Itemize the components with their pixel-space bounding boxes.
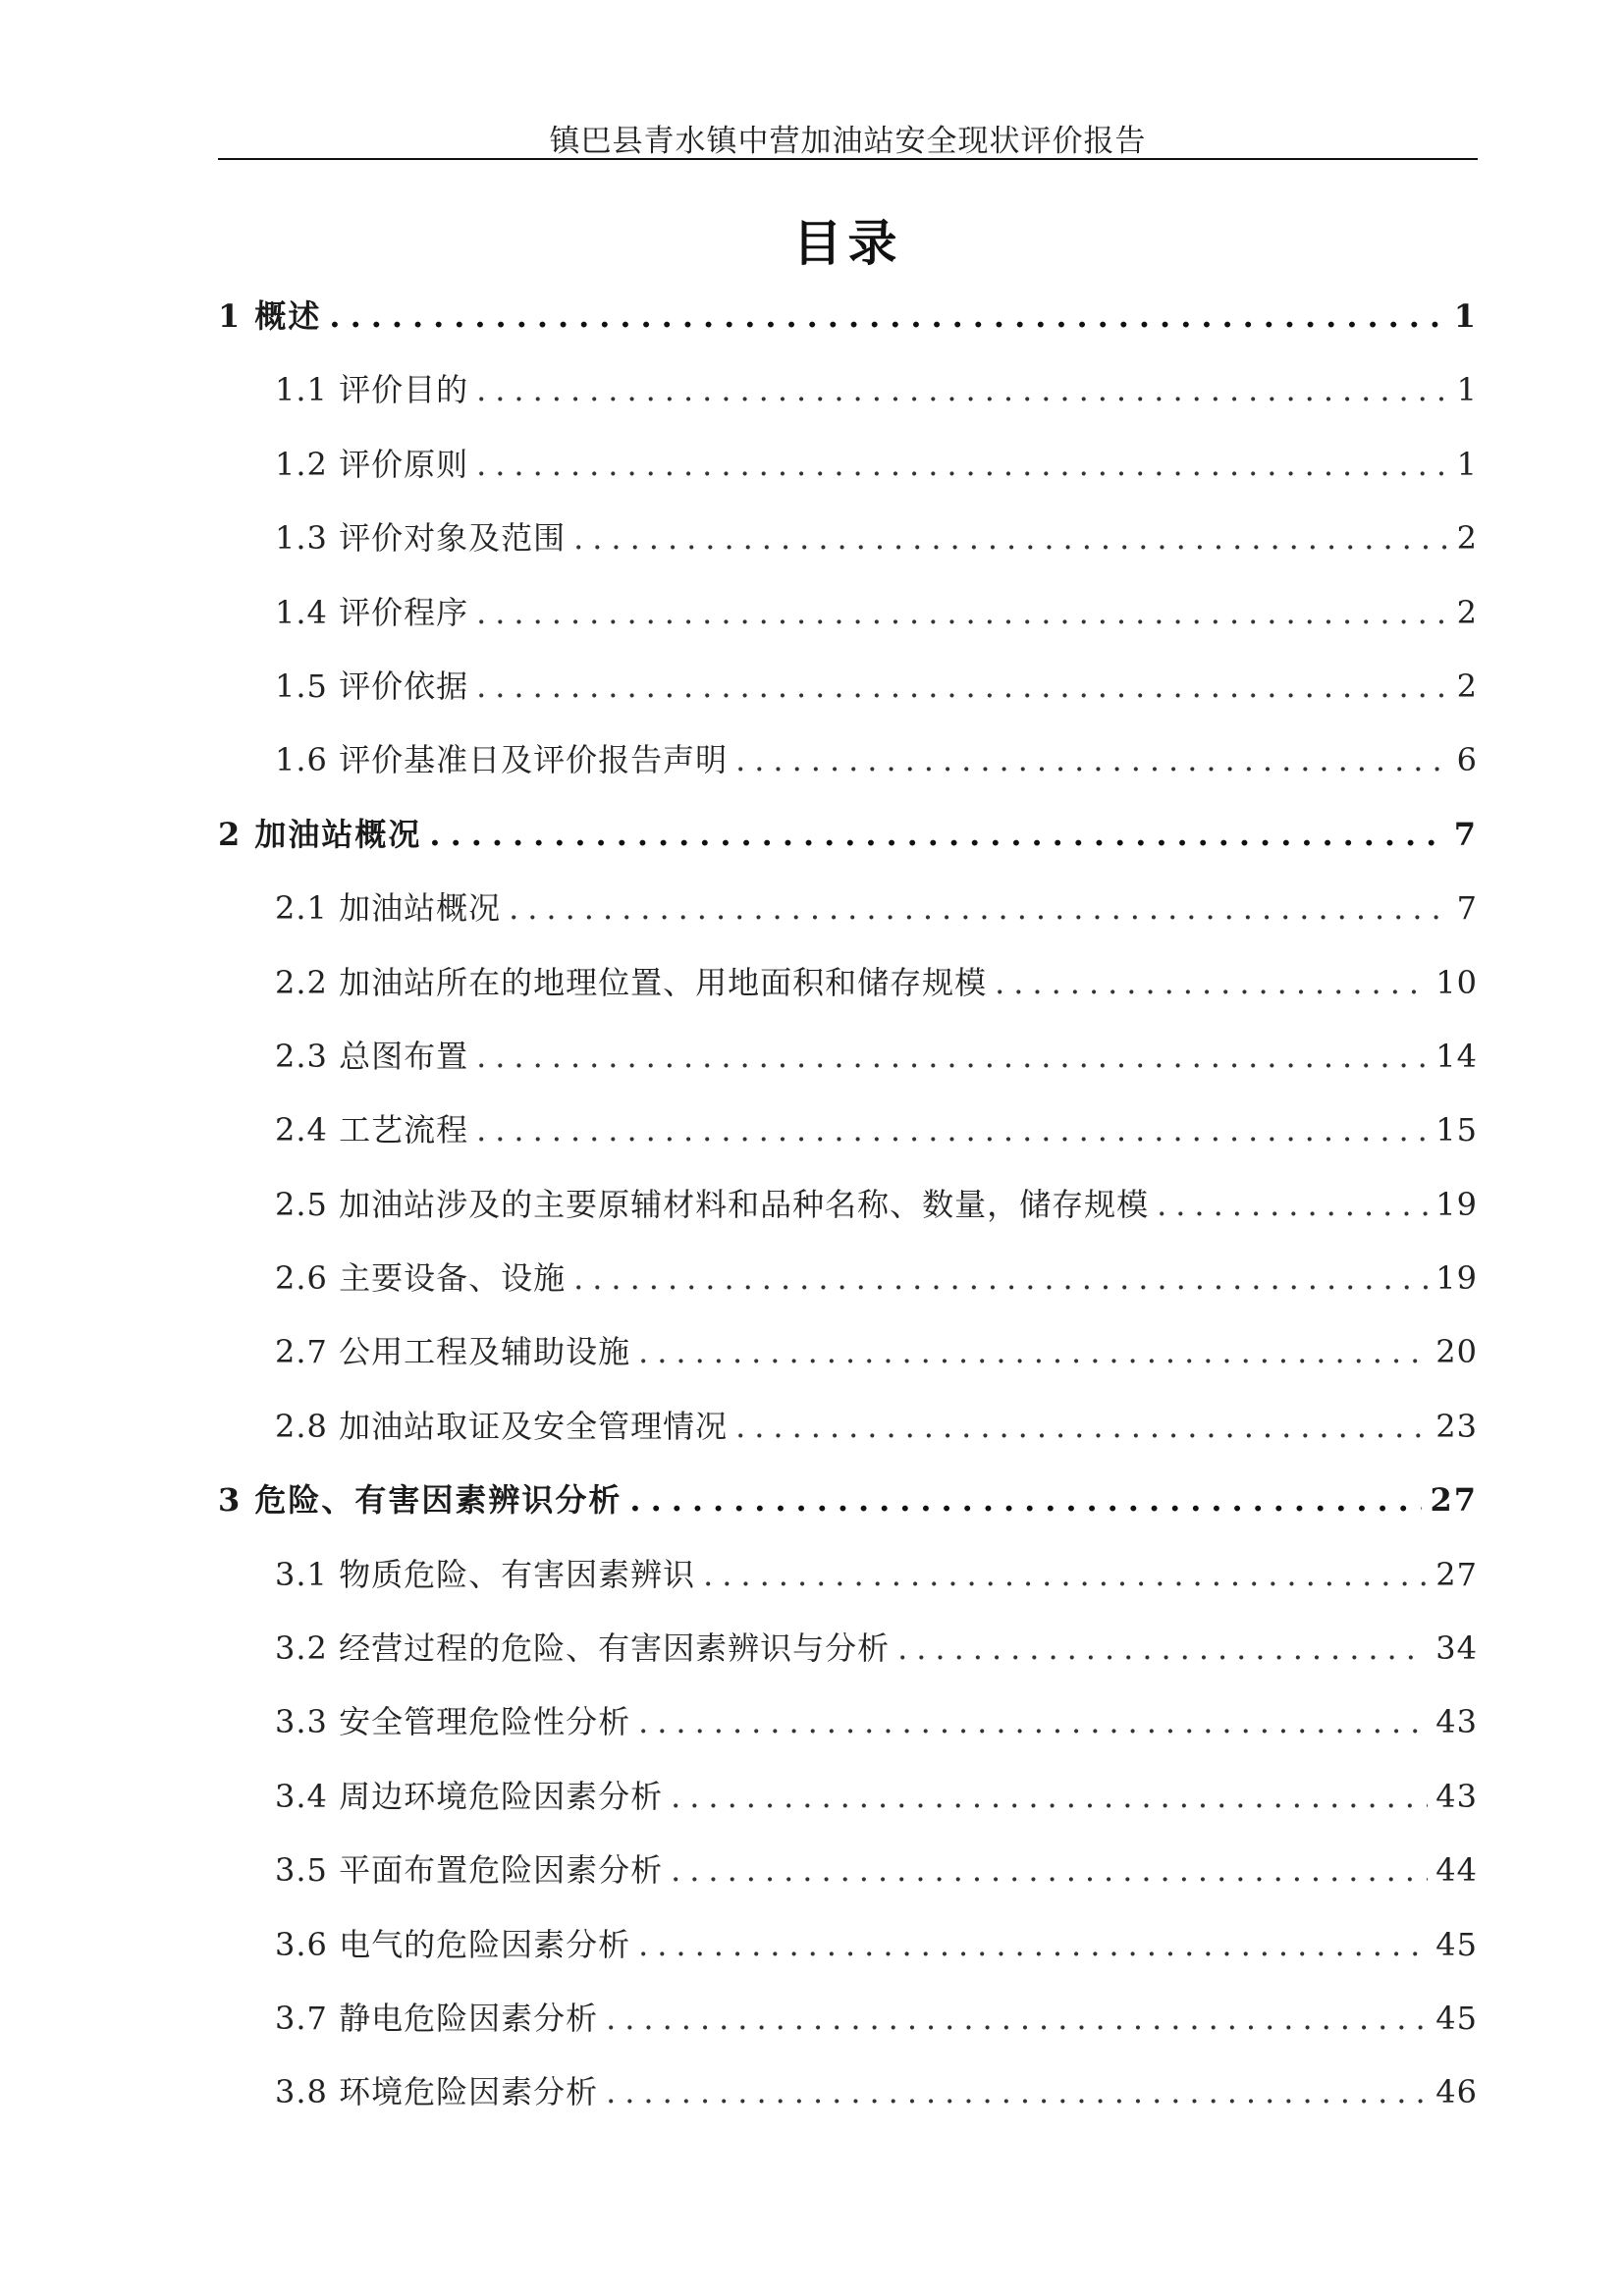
toc-entry-page: 7 xyxy=(1456,889,1478,928)
toc-entry[interactable] xyxy=(218,1545,1478,1619)
toc-entry-label: 3 危险、有害因素辨识分析 xyxy=(218,1481,623,1520)
toc-entry-page: 2 xyxy=(1456,667,1478,705)
toc-entry-page: 14 xyxy=(1435,1037,1478,1075)
toc-entry-label: 1.5 评价依据 xyxy=(275,667,469,705)
toc-entry[interactable] xyxy=(218,1100,1478,1174)
toc-dot-leader xyxy=(476,583,1448,642)
toc-dot-leader xyxy=(509,879,1448,937)
toc-entry-label: 2.3 总图布置 xyxy=(275,1037,469,1075)
toc-dot-leader xyxy=(606,2062,1428,2121)
toc-entry-label: 2.2 加油站所在的地理位置、用地面积和储存规模 xyxy=(275,963,988,1001)
toc-entry-page: 1 xyxy=(1456,445,1478,483)
toc-entry[interactable] xyxy=(218,1470,1478,1544)
toc-entry-page: 23 xyxy=(1435,1407,1478,1445)
toc-entry-page: 15 xyxy=(1435,1111,1478,1149)
toc-entry[interactable] xyxy=(218,953,1478,1027)
toc-entry-label: 2.6 主要设备、设施 xyxy=(275,1259,567,1298)
toc-dot-leader xyxy=(476,360,1448,419)
toc-entry[interactable] xyxy=(218,1397,1478,1470)
toc-dot-leader xyxy=(476,435,1448,494)
toc-entry[interactable] xyxy=(218,435,1478,508)
toc-entry-page: 27 xyxy=(1435,1555,1478,1593)
toc-entry[interactable] xyxy=(218,287,1478,360)
toc-entry-page: 1 xyxy=(1456,371,1478,409)
toc-entry-page: 10 xyxy=(1435,963,1478,1001)
toc-dot-leader xyxy=(638,1915,1428,1974)
toc-entry-page: 6 xyxy=(1456,741,1478,779)
toc-entry-label: 3.8 环境危险因素分析 xyxy=(275,2073,599,2111)
toc-entry-label: 1.2 评价原则 xyxy=(275,445,469,483)
toc-dot-leader xyxy=(638,1692,1428,1751)
toc-dot-leader xyxy=(429,805,1445,864)
toc-entry-page: 27 xyxy=(1430,1481,1478,1520)
toc-dot-leader xyxy=(671,1767,1428,1826)
toc-entry[interactable] xyxy=(218,360,1478,434)
toc-entry[interactable] xyxy=(218,1175,1478,1249)
toc-entry[interactable] xyxy=(218,1619,1478,1692)
toc-entry-page: 34 xyxy=(1435,1629,1478,1668)
toc-entry-page: 7 xyxy=(1453,815,1478,853)
toc-entry[interactable] xyxy=(218,1027,1478,1100)
toc-entry-label: 1.3 评价对象及范围 xyxy=(275,519,567,558)
toc-entry[interactable] xyxy=(218,1692,1478,1766)
toc-dot-leader xyxy=(897,1619,1428,1678)
toc-entry-label: 2.8 加油站取证及安全管理情况 xyxy=(275,1407,729,1445)
toc-entry-label: 2.7 公用工程及辅助设施 xyxy=(275,1333,631,1371)
page-header: 镇巴县青水镇中营加油站安全现状评价报告 xyxy=(549,124,1147,159)
toc-entry-label: 3.5 平面布置危险因素分析 xyxy=(275,1851,664,1890)
toc-entry-label: 3.4 周边环境危险因素分析 xyxy=(275,1777,664,1815)
toc-entry-page: 43 xyxy=(1435,1703,1478,1741)
toc-dot-leader xyxy=(1157,1175,1428,1234)
toc-entry-label: 3.6 电气的危险因素分析 xyxy=(275,1925,631,1963)
toc-dot-leader xyxy=(735,1397,1428,1456)
toc-entry-page: 46 xyxy=(1435,2073,1478,2111)
toc-dot-leader xyxy=(638,1322,1428,1381)
toc-entry-page: 1 xyxy=(1453,297,1478,335)
toc-entry-page: 19 xyxy=(1435,1259,1478,1298)
toc-entry-label: 1.4 评价程序 xyxy=(275,593,469,631)
toc-entry[interactable] xyxy=(218,508,1478,582)
toc-entry[interactable] xyxy=(218,805,1478,879)
toc-entry-label: 1 概述 xyxy=(218,297,322,335)
toc-entry-page: 45 xyxy=(1435,1925,1478,1963)
toc-entry-page: 2 xyxy=(1456,519,1478,558)
toc-entry[interactable] xyxy=(218,1249,1478,1322)
toc-entry-label: 1.1 评价目的 xyxy=(275,371,469,409)
toc-dot-leader xyxy=(995,953,1428,1012)
toc-entry-page: 20 xyxy=(1435,1333,1478,1371)
toc-entry-label: 3.1 物质危险、有害因素辨识 xyxy=(275,1555,696,1593)
header-rule xyxy=(218,158,1478,160)
toc-entry-label: 2 加油站概况 xyxy=(218,815,422,853)
toc-dot-leader xyxy=(476,1027,1428,1086)
toc-entry-label: 3.2 经营过程的危险、有害因素辨识与分析 xyxy=(275,1629,891,1668)
toc-dot-leader xyxy=(329,287,1445,346)
toc-entry[interactable] xyxy=(218,2062,1478,2136)
toc-dot-leader xyxy=(703,1545,1428,1604)
toc-dot-leader xyxy=(735,730,1448,789)
toc-dot-leader xyxy=(573,508,1448,567)
toc-entry-label: 3.7 静电危险因素分析 xyxy=(275,1999,599,2037)
toc-entry[interactable] xyxy=(218,879,1478,952)
toc-title: 目录 xyxy=(792,214,903,272)
toc-entry-page: 19 xyxy=(1435,1185,1478,1223)
toc-entry[interactable] xyxy=(218,730,1478,804)
toc-entry-page: 45 xyxy=(1435,1999,1478,2037)
toc-dot-leader xyxy=(606,1989,1428,2048)
toc-dot-leader xyxy=(476,657,1448,716)
toc-entry-page: 2 xyxy=(1456,593,1478,631)
table-of-contents xyxy=(218,287,1478,2137)
toc-entry-page: 44 xyxy=(1435,1851,1478,1890)
toc-entry[interactable] xyxy=(218,1915,1478,1989)
toc-entry-label: 2.4 工艺流程 xyxy=(275,1111,469,1149)
toc-entry[interactable] xyxy=(218,583,1478,657)
toc-entry[interactable] xyxy=(218,657,1478,730)
toc-entry-label: 3.3 安全管理危险性分析 xyxy=(275,1703,631,1741)
toc-entry[interactable] xyxy=(218,1767,1478,1841)
toc-dot-leader xyxy=(629,1470,1422,1529)
toc-entry[interactable] xyxy=(218,1989,1478,2062)
toc-dot-leader xyxy=(573,1249,1428,1308)
toc-entry[interactable] xyxy=(218,1841,1478,1914)
toc-dot-leader xyxy=(476,1100,1428,1159)
toc-entry[interactable] xyxy=(218,1322,1478,1396)
toc-entry-label: 1.6 评价基准日及评价报告声明 xyxy=(275,741,729,779)
toc-entry-label: 2.1 加油站概况 xyxy=(275,889,502,928)
toc-dot-leader xyxy=(671,1841,1428,1899)
toc-entry-label: 2.5 加油站涉及的主要原辅材料和品种名称、数量，储存规模 xyxy=(275,1185,1150,1223)
toc-entry-page: 43 xyxy=(1435,1777,1478,1815)
